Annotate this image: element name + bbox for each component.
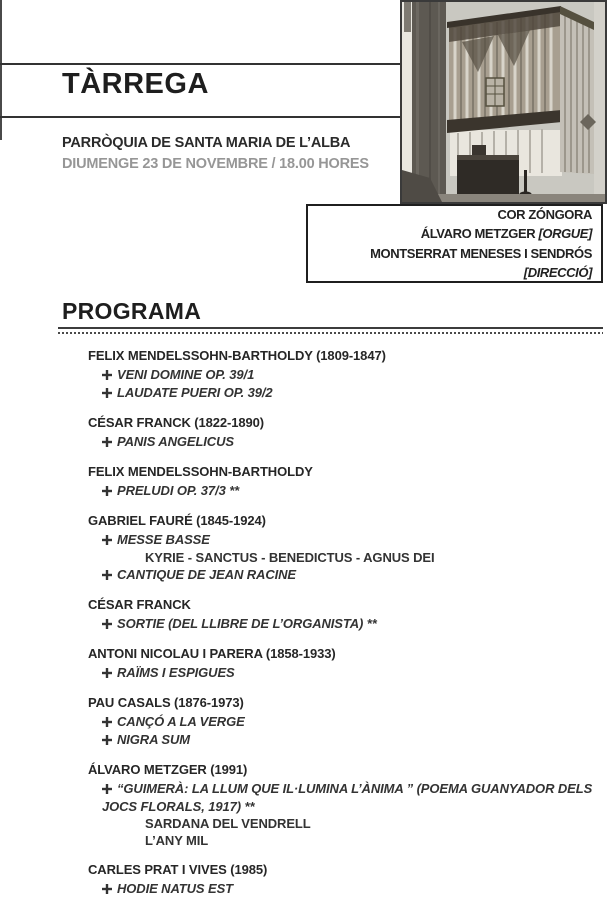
cross-bullet-icon <box>102 732 112 749</box>
composer-name: GABRIEL FAURÉ (1845-1924) <box>88 513 266 529</box>
composer-name: FELIX MENDELSSOHN-BARTHOLDY <box>88 464 313 480</box>
piece-row <box>102 780 593 815</box>
program-heading: PROGRAMA <box>62 298 202 324</box>
program-block <box>88 463 593 500</box>
director-role: [DIRECCIÓ] <box>523 265 592 280</box>
piece-row <box>102 531 593 549</box>
program-rule-solid <box>58 327 603 329</box>
cross-bullet-icon <box>102 881 112 898</box>
piece-row <box>102 880 593 898</box>
venue-name: PARRÒQUIA DE SANTA MARIA DE L’ALBA <box>62 135 351 151</box>
composer-name: CÉSAR FRANCK (1822-1890) <box>88 415 265 431</box>
piece-title: HODIE NATUS EST <box>117 881 233 897</box>
program-block <box>88 596 593 633</box>
piece-row <box>102 713 593 731</box>
piece-title: MESSE BASSE <box>117 532 210 548</box>
cross-bullet-icon <box>102 385 112 402</box>
choir-name: COR ZÓNGORA <box>497 206 592 222</box>
piece-row <box>102 366 593 384</box>
piece-title: SORTIE (DEL LLIBRE DE L’ORGANISTA) ** <box>117 616 377 632</box>
cross-bullet-icon <box>102 567 112 584</box>
organist-role: [ORGUE] <box>538 226 592 241</box>
cross-bullet-icon <box>102 665 112 682</box>
organist-name: ÁLVARO METZGER <box>420 226 536 241</box>
piece-row <box>102 566 593 584</box>
composer-name: CARLES PRAT I VIVES (1985) <box>88 862 268 878</box>
performer-director <box>308 244 592 283</box>
cross-bullet-icon <box>102 434 112 451</box>
piece-row <box>102 664 593 682</box>
program-block <box>88 347 593 402</box>
piece-title: PANIS ANGELICUS <box>117 434 234 450</box>
piece-title: LAUDATE PUERI OP. 39/2 <box>117 385 273 401</box>
composer-name: ANTONI NICOLAU I PARERA (1858-1933) <box>88 646 336 662</box>
program-block <box>88 414 593 451</box>
cross-bullet-icon <box>102 714 112 731</box>
composer-name: PAU CASALS (1876-1973) <box>88 695 244 711</box>
piece-title: CANÇÓ A LA VERGE <box>117 714 245 730</box>
program-section <box>0 299 611 910</box>
piece-subline: SARDANA DEL VENDRELL <box>145 816 311 832</box>
cross-bullet-icon <box>102 616 112 633</box>
program-rule-dotted <box>58 332 603 334</box>
organ-photo-illustration <box>402 2 605 202</box>
cross-bullet-icon <box>102 781 112 798</box>
performer-choir <box>308 205 592 225</box>
program-block <box>88 694 593 749</box>
page-title: TÀRREGA <box>62 68 209 100</box>
piece-subline: L’ANY MIL <box>145 833 209 849</box>
program-block <box>88 861 593 898</box>
program-block <box>88 645 593 682</box>
cross-bullet-icon <box>102 367 112 384</box>
divider-below-city <box>0 116 402 118</box>
cross-bullet-icon <box>102 483 112 500</box>
program-block <box>88 512 593 584</box>
cross-bullet-icon <box>102 532 112 549</box>
event-datetime: DIUMENGE 23 DE NOVEMBRE / 18.00 HORES <box>62 156 369 172</box>
piece-row <box>102 433 593 451</box>
organ-photo <box>400 0 607 204</box>
performers-box <box>306 204 603 283</box>
piece-row <box>102 482 593 500</box>
composer-name: CÉSAR FRANCK <box>88 597 191 613</box>
piece-row <box>102 731 593 749</box>
director-name: MONTSERRAT MENESES I SENDRÓS <box>370 245 592 261</box>
piece-title: VENI DOMINE OP. 39/1 <box>117 367 255 383</box>
divider-above-city <box>0 63 402 65</box>
piece-subline: KYRIE - SANCTUS - BENEDICTUS - AGNUS DEI <box>145 550 435 566</box>
piece-title: “GUIMERÀ: LA LLUM QUE IL·LUMINA L’ÀNIMA ” (POEMA GUANYADOR DELS JOCS FLORALS, 1917) ** <box>102 781 593 815</box>
piece-title: CANTIQUE DE JEAN RACINE <box>117 567 296 583</box>
performer-organist <box>308 224 592 244</box>
composer-name: FELIX MENDELSSOHN-BARTHOLDY (1809-1847) <box>88 348 386 364</box>
piece-row <box>102 615 593 633</box>
composer-name: ÁLVARO METZGER (1991) <box>88 762 248 778</box>
page-edge-line <box>0 0 2 140</box>
piece-title: PRELUDI OP. 37/3 ** <box>117 483 240 499</box>
program-block <box>88 761 593 849</box>
piece-row <box>102 384 593 402</box>
piece-title: RAÏMS I ESPIGUES <box>117 665 235 681</box>
program-blocks <box>0 347 611 898</box>
piece-title: NIGRA SUM <box>117 732 191 748</box>
